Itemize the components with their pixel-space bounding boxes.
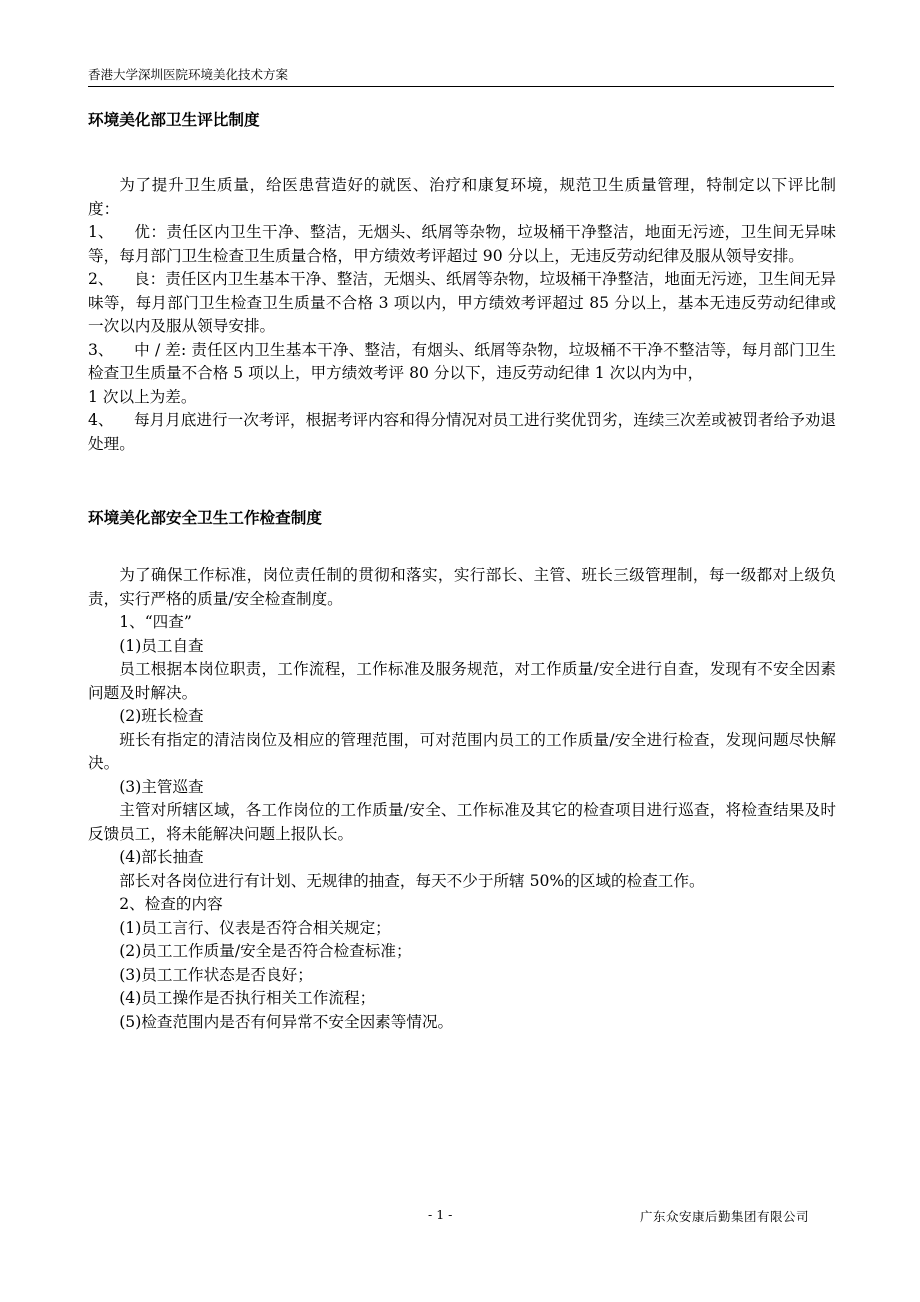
rating-item-poor-continued: 1 次以上为差。 [88, 387, 197, 406]
check-label-self: (1)员工自查 [119, 636, 204, 655]
section2-intro: 为了确保工作标准，岗位责任制的贯彻和落实，实行部长、主管、班长三级管理制，每一级都对上级负责，实行严格的质量/安全检查制度。 [88, 566, 836, 608]
inspection-content-item: (3)员工工作状态是否良好； [119, 965, 313, 984]
check-label-minister: (4)部长抽查 [119, 848, 204, 866]
page-number: - 1 - [428, 1207, 453, 1222]
inspection-content-item: (5)检查范围内是否有何异常不安全因素等情况。 [119, 1012, 454, 1031]
rating-item-medium-poor: 3、 中 / 差: 责任区内卫生基本干净、整洁，有烟头、纸屑等杂物，垃圾桶不干净不整洁等，每月部门卫生检查卫生质量不合格 5 项以上，甲方绩效考评 80 分以下，违反劳动纪律 1 次以内为中， [88, 340, 836, 382]
rating-item-monthly-review: 4、 每月月底进行一次考评，根据考评内容和得分情况对员工进行奖优罚劣，连续三次差或被罚者给予劝退处理。 [88, 411, 836, 453]
check-body-self: 员工根据本岗位职责，工作流程，工作标准及服务规范，对工作质量/安全进行自查，发现有不安全因素问题及时解决。 [88, 660, 836, 702]
section1-intro: 为了提升卫生质量，给医患营造好的就医、治疗和康复环境，规范卫生质量管理，特制定以下评比制度： [88, 176, 836, 218]
inspection-content-item: (1)员工言行、仪表是否符合相关规定； [119, 918, 391, 937]
check-body-minister: 部长对各岗位进行有计划、无规律的抽查，每天不少于所辖 50%的区域的检查工作。 [119, 871, 705, 890]
check-body-supervisor: 主管对所辖区域，各工作岗位的工作质量/安全、工作标准及其它的检查项目进行巡查，将检查结果及时反馈员工，将未能解决问题上报队长。 [88, 801, 836, 843]
four-checks-heading: 1、“四查” [119, 613, 192, 631]
check-label-team-leader: (2)班长检查 [119, 707, 204, 725]
section-title-safety-inspection: 环境美化部安全卫生工作检查制度 [88, 509, 322, 527]
inspection-content-heading: 2、检查的内容 [119, 895, 223, 913]
page-header [88, 64, 834, 87]
section-title-hygiene-rating: 环境美化部卫生评比制度 [88, 111, 260, 129]
company-name: 广东众安康后勤集团有限公司 [640, 1209, 810, 1224]
rating-item-excellent: 1、 优：责任区内卫生干净、整洁，无烟头、纸屑等杂物，垃圾桶干净整洁，地面无污迹，卫生间无异味等，每月部门卫生检查卫生质量合格，甲方绩效考评超过 90 分以上，无违反劳动纪律及服从领导安排。 [88, 223, 836, 265]
check-label-supervisor: (3)主管巡查 [119, 777, 204, 796]
rating-item-good: 2、 良：责任区内卫生基本干净、整洁，无烟头、纸屑等杂物，垃圾桶干净整洁，地面无污迹，卫生间无异味等，每月部门卫生检查卫生质量不合格 3 项以内，甲方绩效考评超过 85 分以上，基本无违反劳动纪律或一次以内及服从领导安排。 [88, 270, 836, 335]
check-body-team-leader: 班长有指定的清洁岗位及相应的管理范围，可对范围内员工的工作质量/安全进行检查，发现问题尽快解决。 [88, 730, 836, 772]
document-body [88, 108, 836, 1034]
inspection-content-item: (4)员工操作是否执行相关工作流程； [119, 989, 376, 1007]
inspection-content-item: (2)员工工作质量/安全是否符合检查标准； [119, 942, 412, 960]
header-title: 香港大学深圳医院环境美化技术方案 [88, 67, 289, 82]
